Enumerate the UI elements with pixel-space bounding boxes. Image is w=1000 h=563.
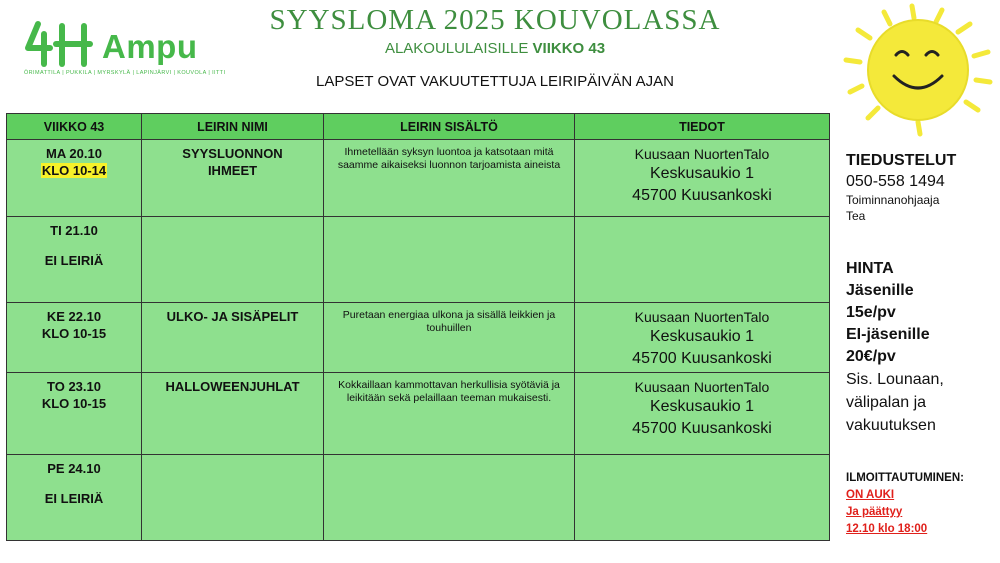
row-camp-name: HALLOWEENJUHLAT: [142, 373, 324, 455]
row-day-cell: [7, 373, 142, 455]
row-camp-content: Kokkaillaan kammottavan herkullisia syötäviä ja leikitään sekä pelaillaan teeman mukaisesti.: [324, 373, 575, 455]
row-camp-content: [324, 455, 575, 541]
table-row: [7, 373, 830, 455]
row-day-cell: [7, 140, 142, 217]
row-time: KLO 10-15: [41, 396, 107, 411]
info-street: Keskusaukio 1: [649, 398, 755, 415]
4h-clover-icon: [22, 20, 94, 68]
page-title: SYYSLOMA 2025 KOUVOLASSA: [269, 4, 721, 36]
row-info: [575, 455, 830, 541]
table-row: [7, 455, 830, 541]
contact-phone: 050-558 1494: [846, 173, 945, 190]
registration-panel: [846, 470, 998, 538]
header-info: TIEDOT: [575, 114, 830, 140]
sun-icon: [838, 0, 998, 140]
registration-heading: ILMOITTAUTUMINEN:: [846, 472, 964, 484]
row-day: KE 22.10: [46, 309, 102, 324]
contact-role: Toiminnanohjaaja: [846, 193, 940, 207]
table-row: [7, 303, 830, 373]
row-camp-name: [142, 217, 324, 303]
info-street: Keskusaukio 1: [649, 328, 755, 345]
logo-text: Ampu: [102, 28, 198, 65]
insurance-notice: LAPSET OVAT VAKUUTETTUJA LEIRIPÄIVÄN AJAN: [316, 73, 674, 90]
registration-ends-date: 12.10 klo 18:00: [846, 523, 928, 535]
row-no-camp: EI LEIRIÄ: [44, 253, 104, 268]
row-camp-content: [324, 217, 575, 303]
info-org: Kuusaan NuortenTalo: [634, 309, 770, 325]
header-camp-content: LEIRIN SISÄLTÖ: [324, 114, 575, 140]
price-includes: välipalan ja: [846, 394, 927, 411]
table-row: [7, 140, 830, 217]
info-org: Kuusaan NuortenTalo: [634, 146, 770, 162]
info-org: Kuusaan NuortenTalo: [634, 379, 770, 395]
row-info: [575, 140, 830, 217]
schedule-table: [6, 113, 830, 541]
info-city: 45700 Kuusankoski: [632, 187, 772, 204]
row-day: PE 24.10: [47, 461, 101, 476]
row-no-camp: EI LEIRIÄ: [44, 491, 104, 506]
row-camp-content: Puretaan energiaa ulkona ja sisällä leikkien ja touhuillen: [324, 303, 575, 373]
price-includes: Sis. Lounaan,: [846, 371, 944, 388]
registration-ends-label: Ja päättyy: [846, 506, 903, 518]
table-row: [7, 217, 830, 303]
subtitle-prefix: ALAKOULULAISILLE: [384, 40, 529, 57]
price-panel: [846, 258, 996, 437]
row-camp-content: Ihmetellään syksyn luontoa ja katsotaan mitä saamme aikaiseksi luonnon tarjoamista aineista: [324, 140, 575, 217]
row-time: KLO 10-15: [41, 326, 107, 341]
contact-heading: TIEDUSTELUT: [846, 152, 957, 169]
camp-name-line: IHMEET: [207, 163, 258, 178]
contact-name: Tea: [846, 209, 866, 223]
info-street: Keskusaukio 1: [649, 165, 755, 182]
row-camp-name: ULKO- JA SISÄPELIT: [142, 303, 324, 373]
logo-subtitle: ÖRIMATTILA | PUKKILA | MYRSKYLÄ | LAPINJÄRVI | KOUVOLA | IITTI: [24, 70, 226, 76]
row-day: TO 23.10: [47, 379, 101, 394]
price-heading: HINTA: [846, 260, 894, 277]
contact-panel: [846, 150, 996, 224]
row-day-cell: [7, 455, 142, 541]
row-day-cell: [7, 217, 142, 303]
subtitle-week: VIIKKO 43: [532, 40, 606, 57]
row-time-highlight: KLO 10-14: [41, 163, 107, 178]
registration-status-link[interactable]: ON AUKI: [846, 489, 895, 501]
price-members-label: Jäsenille: [846, 282, 914, 299]
row-day: TI 21.10: [50, 223, 98, 238]
info-city: 45700 Kuusankoski: [632, 350, 772, 367]
4h-ampu-logo: [22, 20, 226, 82]
price-nonmembers-label: EI-jäsenille: [846, 326, 930, 343]
page-subtitle: [230, 40, 760, 57]
info-city: 45700 Kuusankoski: [632, 420, 772, 437]
header-camp-name: LEIRIN NIMI: [142, 114, 324, 140]
price-includes: vakuutuksen: [846, 417, 936, 434]
row-camp-name: [142, 455, 324, 541]
table-header-row: [7, 114, 830, 140]
row-day-cell: [7, 303, 142, 373]
row-day: MA 20.10: [46, 146, 102, 161]
price-members: 15e/pv: [846, 304, 896, 321]
camp-name-line: SYYSLUONNON: [182, 146, 283, 161]
row-info: [575, 373, 830, 455]
row-info: [575, 217, 830, 303]
row-info: [575, 303, 830, 373]
price-nonmembers: 20€/pv: [846, 348, 896, 365]
row-camp-name: [142, 140, 324, 217]
header-week: VIIKKO 43: [7, 114, 142, 140]
